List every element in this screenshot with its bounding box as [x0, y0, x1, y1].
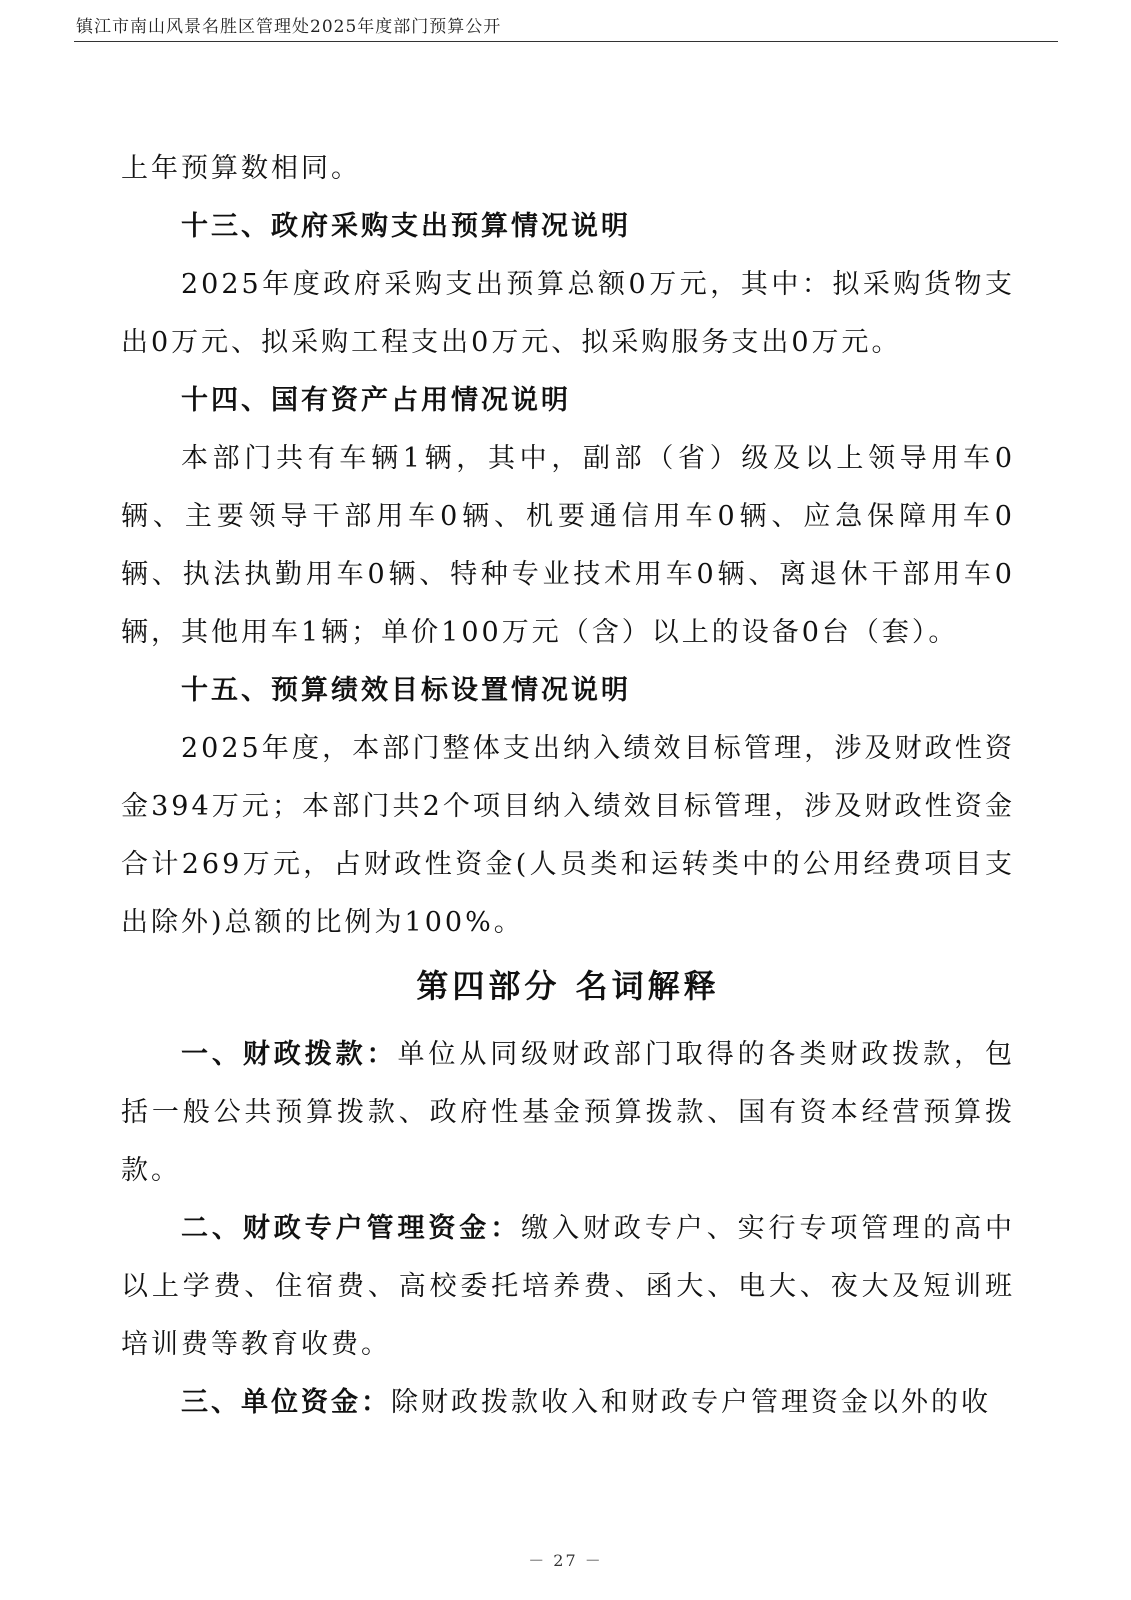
section-14-heading: 十四、国有资产占用情况说明	[181, 385, 571, 416]
term-label-2: 二、财政专户管理资金：	[181, 1213, 522, 1244]
term-label-3: 三、单位资金：	[181, 1387, 391, 1418]
document-header: 镇江市南山风景名胜区管理处2025年度部门预算公开	[76, 17, 502, 37]
page-content	[121, 140, 1015, 1432]
section-14-paragraph: 本部门共有车辆1辆，其中，副部（省）级及以上领导用车0辆、主要领导干部用车0辆、机要通信用车0辆、应急保障用车0辆、执法执勤用车0辆、特种专业技术用车0辆、离退休干部用车0辆，其他用车1辆；单价100万元（含）以上的设备0台（套）。	[121, 443, 1015, 648]
term-definition-1	[121, 1026, 1015, 1200]
term-label-1: 一、财政拨款：	[181, 1039, 398, 1070]
header-divider	[74, 41, 1058, 42]
section-13-paragraph: 2025年度政府采购支出预算总额0万元，其中：拟采购货物支出0万元、拟采购工程支出0万元、拟采购服务支出0万元。	[121, 269, 1015, 358]
term-text-2: 缴入财政专户、实行专项管理的高中以上学费、住宿费、高校委托培养费、函大、电大、夜大及短训班培训费等教育收费。	[121, 1213, 1016, 1360]
section-13-heading: 十三、政府采购支出预算情况说明	[181, 211, 631, 242]
part-4-title: 第四部分 名词解释	[416, 967, 720, 1005]
term-definition-3	[121, 1374, 1015, 1432]
section-15-heading: 十五、预算绩效目标设置情况说明	[181, 675, 631, 706]
term-text-3: 除财政拨款收入和财政专户管理资金以外的收	[391, 1387, 991, 1418]
term-definition-2	[121, 1200, 1015, 1374]
continuation-paragraph: 上年预算数相同。	[121, 153, 361, 184]
term-text-1: 单位从同级财政部门取得的各类财政拨款，包括一般公共预算拨款、政府性基金预算拨款、国有资本经营预算拨款。	[121, 1039, 1016, 1186]
section-15-paragraph: 2025年度，本部门整体支出纳入绩效目标管理，涉及财政性资金394万元；本部门共2个项目纳入绩效目标管理，涉及财政性资金合计269万元，占财政性资金(人员类和运转类中的公用经费项目支出除外)总额的比例为100%。	[121, 733, 1015, 938]
page-number: － 27 －	[528, 1551, 603, 1570]
